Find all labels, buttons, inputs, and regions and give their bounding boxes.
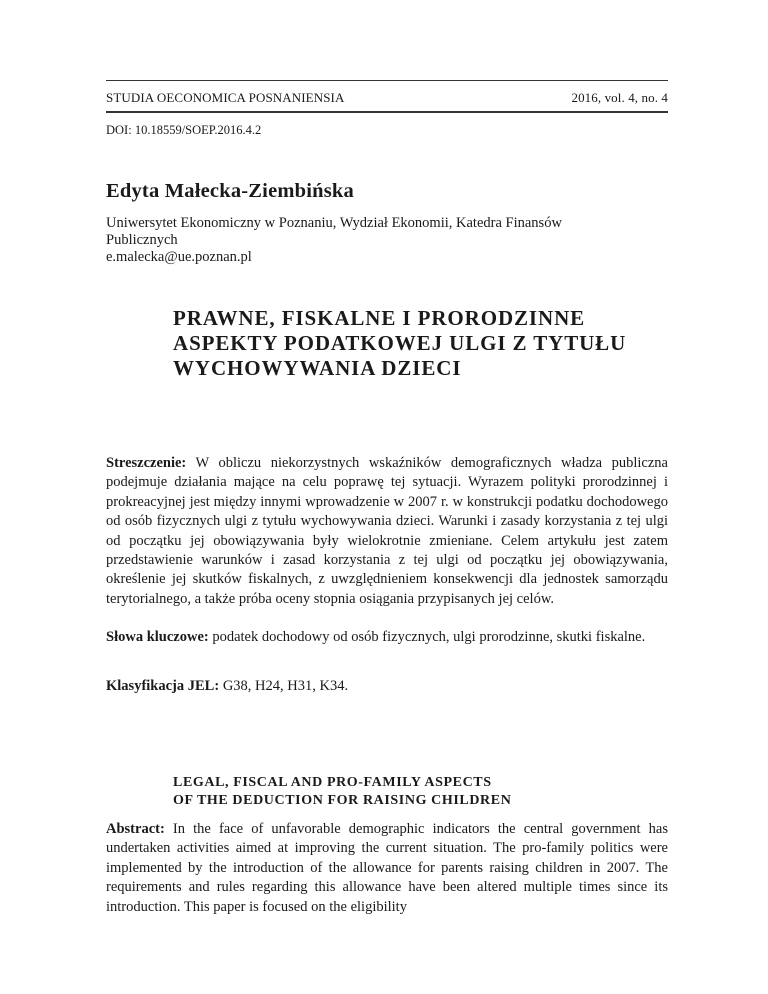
header-rule-top	[106, 80, 668, 81]
abstract-en	[106, 820, 668, 917]
doi[interactable]: DOI: 10.18559/SOEP.2016.4.2	[106, 123, 262, 137]
keywords-pl-text: podatek dochodowy od osób fizycznych, ulgi prorodzinne, skutki fiskalne.	[212, 629, 646, 645]
article-title-pl	[173, 306, 668, 381]
header-rule-bottom	[106, 111, 668, 113]
jel-text: G38, H24, H31, K34.	[222, 678, 349, 694]
keywords-pl	[106, 628, 668, 647]
issue-info: 2016, vol. 4, no. 4	[571, 90, 668, 105]
title-en-line-2: OF THE DEDUCTION FOR RAISING CHILDREN	[173, 793, 512, 808]
article-title-en	[173, 774, 668, 810]
author-affiliation	[106, 215, 668, 266]
abstract-pl	[106, 454, 668, 609]
abstract-en-label: Abstract:	[106, 821, 165, 837]
author-email[interactable]: e.malecka@ue.poznan.pl	[106, 249, 252, 265]
affiliation-line-1: Uniwersytet Ekonomiczny w Poznaniu, Wydział Ekonomii, Katedra Finansów	[106, 215, 562, 231]
title-pl-line-3: WYCHOWYWANIA DZIECI	[173, 356, 462, 380]
title-pl-line-2: ASPEKTY PODATKOWEJ ULGI Z TYTUŁU	[173, 331, 627, 355]
jel-label: Klasyfikacja JEL:	[106, 678, 220, 694]
running-head	[106, 90, 668, 106]
title-en-line-1: LEGAL, FISCAL AND PRO-FAMILY ASPECTS	[173, 775, 492, 790]
abstract-en-text: In the face of unfavorable demographic indicators the central government has undertaken activities aimed at improving the current situation. The pro-family politics were implemented by the introduction of the allowance for parents raising children in 2007. The requirements and rules regarding this allowance have been altered multiple times since its introduction. This paper is focused on the eligibility	[106, 821, 668, 915]
affiliation-line-2: Publicznych	[106, 232, 178, 248]
abstract-pl-label: Streszczenie:	[106, 455, 187, 471]
journal-name: STUDIA OECONOMICA POSNANIENSIA	[106, 90, 345, 105]
keywords-pl-label: Słowa kluczowe:	[106, 629, 209, 645]
jel-classification	[106, 677, 668, 696]
title-pl-line-1: PRAWNE, FISKALNE I PRORODZINNE	[173, 306, 586, 330]
abstract-pl-text: W obliczu niekorzystnych wskaźników demograficznych władza publiczna podejmuje działania mające na celu poprawę tej sytuacji. Wyrazem polityki prorodzinnej i prokreacyjnej jest między innymi wprowadzenie w 2007 r. w konstrukcji podatku dochodowego od osób fizycznych ulgi z tytułu wychowywania dzieci. Warunki i zasady korzystania z tej ulgi od początku jej obowiązywania były wielokrotnie zmieniane. Celem artykułu jest zatem przedstawienie warunków i zasad korzystania z tej ulgi od początku jej obowiązywania, określenie jej skutków fiskalnych, z uwzględnieniem konsekwencji dla jednostek samorządu terytorialnego, a także próba oceny stopnia osiągania przypisanych jej celów.	[106, 455, 668, 607]
author-name: Edyta Małecka-Ziembińska	[106, 180, 354, 202]
